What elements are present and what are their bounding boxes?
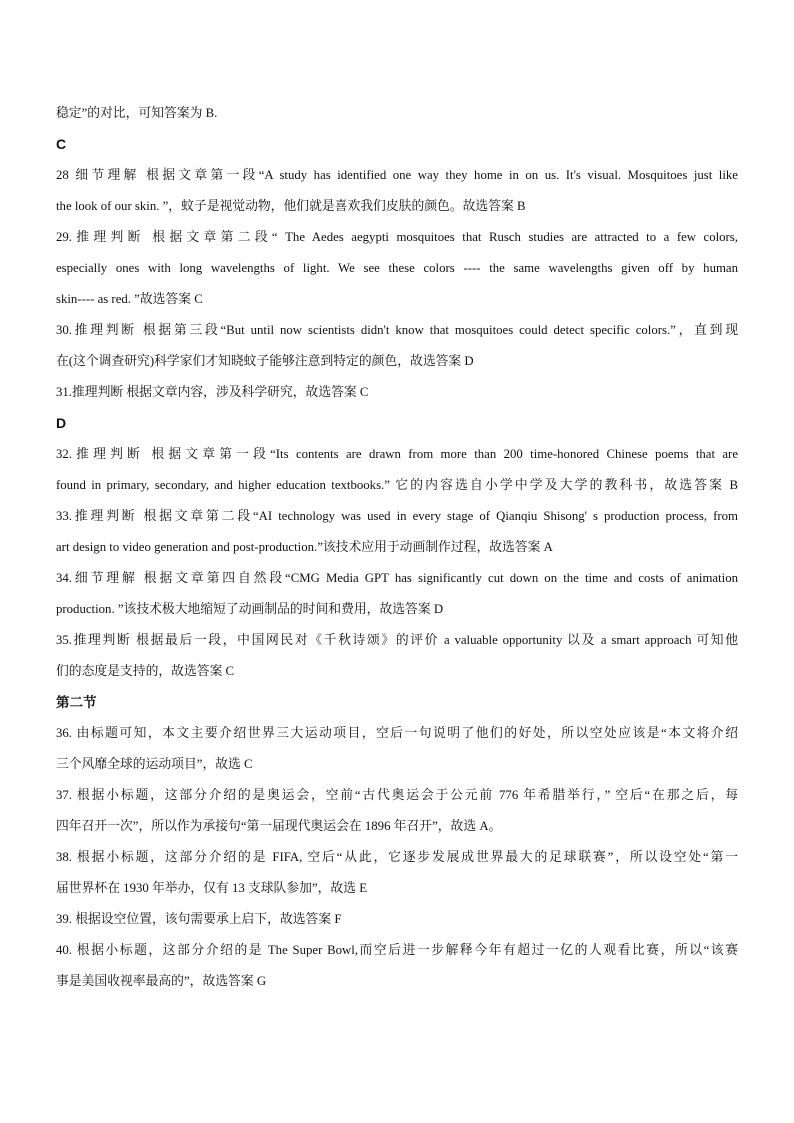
text-line: 四年召开一次”，所以作为承接句“第一届现代奥运会在 1896 年召开”，故选 A。 (56, 819, 502, 833)
text-line: 33.推理判断 根据文章第二段“AI technology was used in every stage of Qianqiu Shisong' s production process, from (56, 509, 738, 523)
text-line: 30.推理判断 根据第三段“But until now scientists didn't know that mosquitoes could detect specific colors.”，直到现 (56, 323, 738, 337)
text-line: 39. 根据设空位置，该句需要承上启下，故选答案 F (56, 912, 342, 926)
text-line: 40. 根据小标题，这部分介绍的是 The Super Bowl,而空后进一步解释今年有超过一亿的人观看比赛，所以“该赛 (56, 943, 738, 957)
text-line: 28 细节理解 根据文章第一段“A study has identified one way they home in on us. It's visual. Mosquitoes just like (56, 168, 738, 182)
text-line: 35.推理判断 根据最后一段，中国网民对《千秋诗颂》的评价 a valuable opportunity 以及 a smart approach 可知他 (56, 633, 738, 647)
text-line: 36. 由标题可知，本文主要介绍世界三大运动项目，空后一句说明了他们的好处，所以空处应该是“本文将介绍 (56, 726, 738, 740)
text-line: 34.细节理解 根据文章第四自然段“CMG Media GPT has significantly cut down on the time and costs of animation (56, 571, 738, 585)
text-line: 37. 根据小标题，这部分介绍的是奥运会，空前“古代奥运会于公元前 776 年希腊举行，” 空后“在那之后，每 (56, 788, 738, 802)
text-line: 29.推理判断 根据文章第二段“ The Aedes aegypti mosquitoes that Rusch studies are attracted to a few colors, (56, 230, 738, 244)
text-line: 稳定”的对比，可知答案为 B. (56, 106, 218, 120)
text-line: art design to video generation and post-production.”该技术应用于动画制作过程，故选答案 A (56, 540, 553, 554)
text-line: especially ones with long wavelengths of light. We see these colors ---- the same wavelengths given off by human (56, 261, 738, 275)
section-label-d: D (56, 415, 67, 431)
text-line: 31.推理判断 根据文章内容，涉及科学研究，故选答案 C (56, 385, 369, 399)
text-line: 在(这个调查研究)科学家们才知晓蚊子能够注意到特定的颜色，故选答案 D (56, 354, 474, 368)
text-line: 届世界杯在 1930 年举办，仅有 13 支球队参加”，故选 E (56, 881, 368, 895)
text-line: found in primary, secondary, and higher education textbooks.” 它的内容选自小学中学及大学的教科书，故选答案 B (56, 478, 738, 492)
text-line: 38. 根据小标题，这部分介绍的是 FIFA, 空后“从此，它逐步发展成世界最大的足球联赛”，所以设空处“第一 (56, 850, 738, 864)
text-line: 三个风靡全球的运动项目”，故选 C (56, 757, 253, 771)
text-line: 事是美国收视率最高的”，故选答案 G (56, 974, 267, 988)
answer-explanations (56, 98, 738, 997)
section-label-c: C (56, 136, 67, 152)
text-line: 32.推理判断 根据文章第一段“Its contents are drawn from more than 200 time-honored Chinese poems that are (56, 447, 738, 461)
text-line: 们的态度是支持的，故选答案 C (56, 664, 235, 678)
text-line: production. ”该技术极大地缩短了动画制品的时间和费用，故选答案 D (56, 602, 444, 616)
text-line: skin---- as red. ”故选答案 C (56, 292, 203, 306)
text-line: the look of our skin. ”，蚊子是视觉动物，他们就是喜欢我们皮肤的颜色。故选答案 B (56, 199, 526, 213)
section-heading: 第二节 (56, 695, 97, 710)
